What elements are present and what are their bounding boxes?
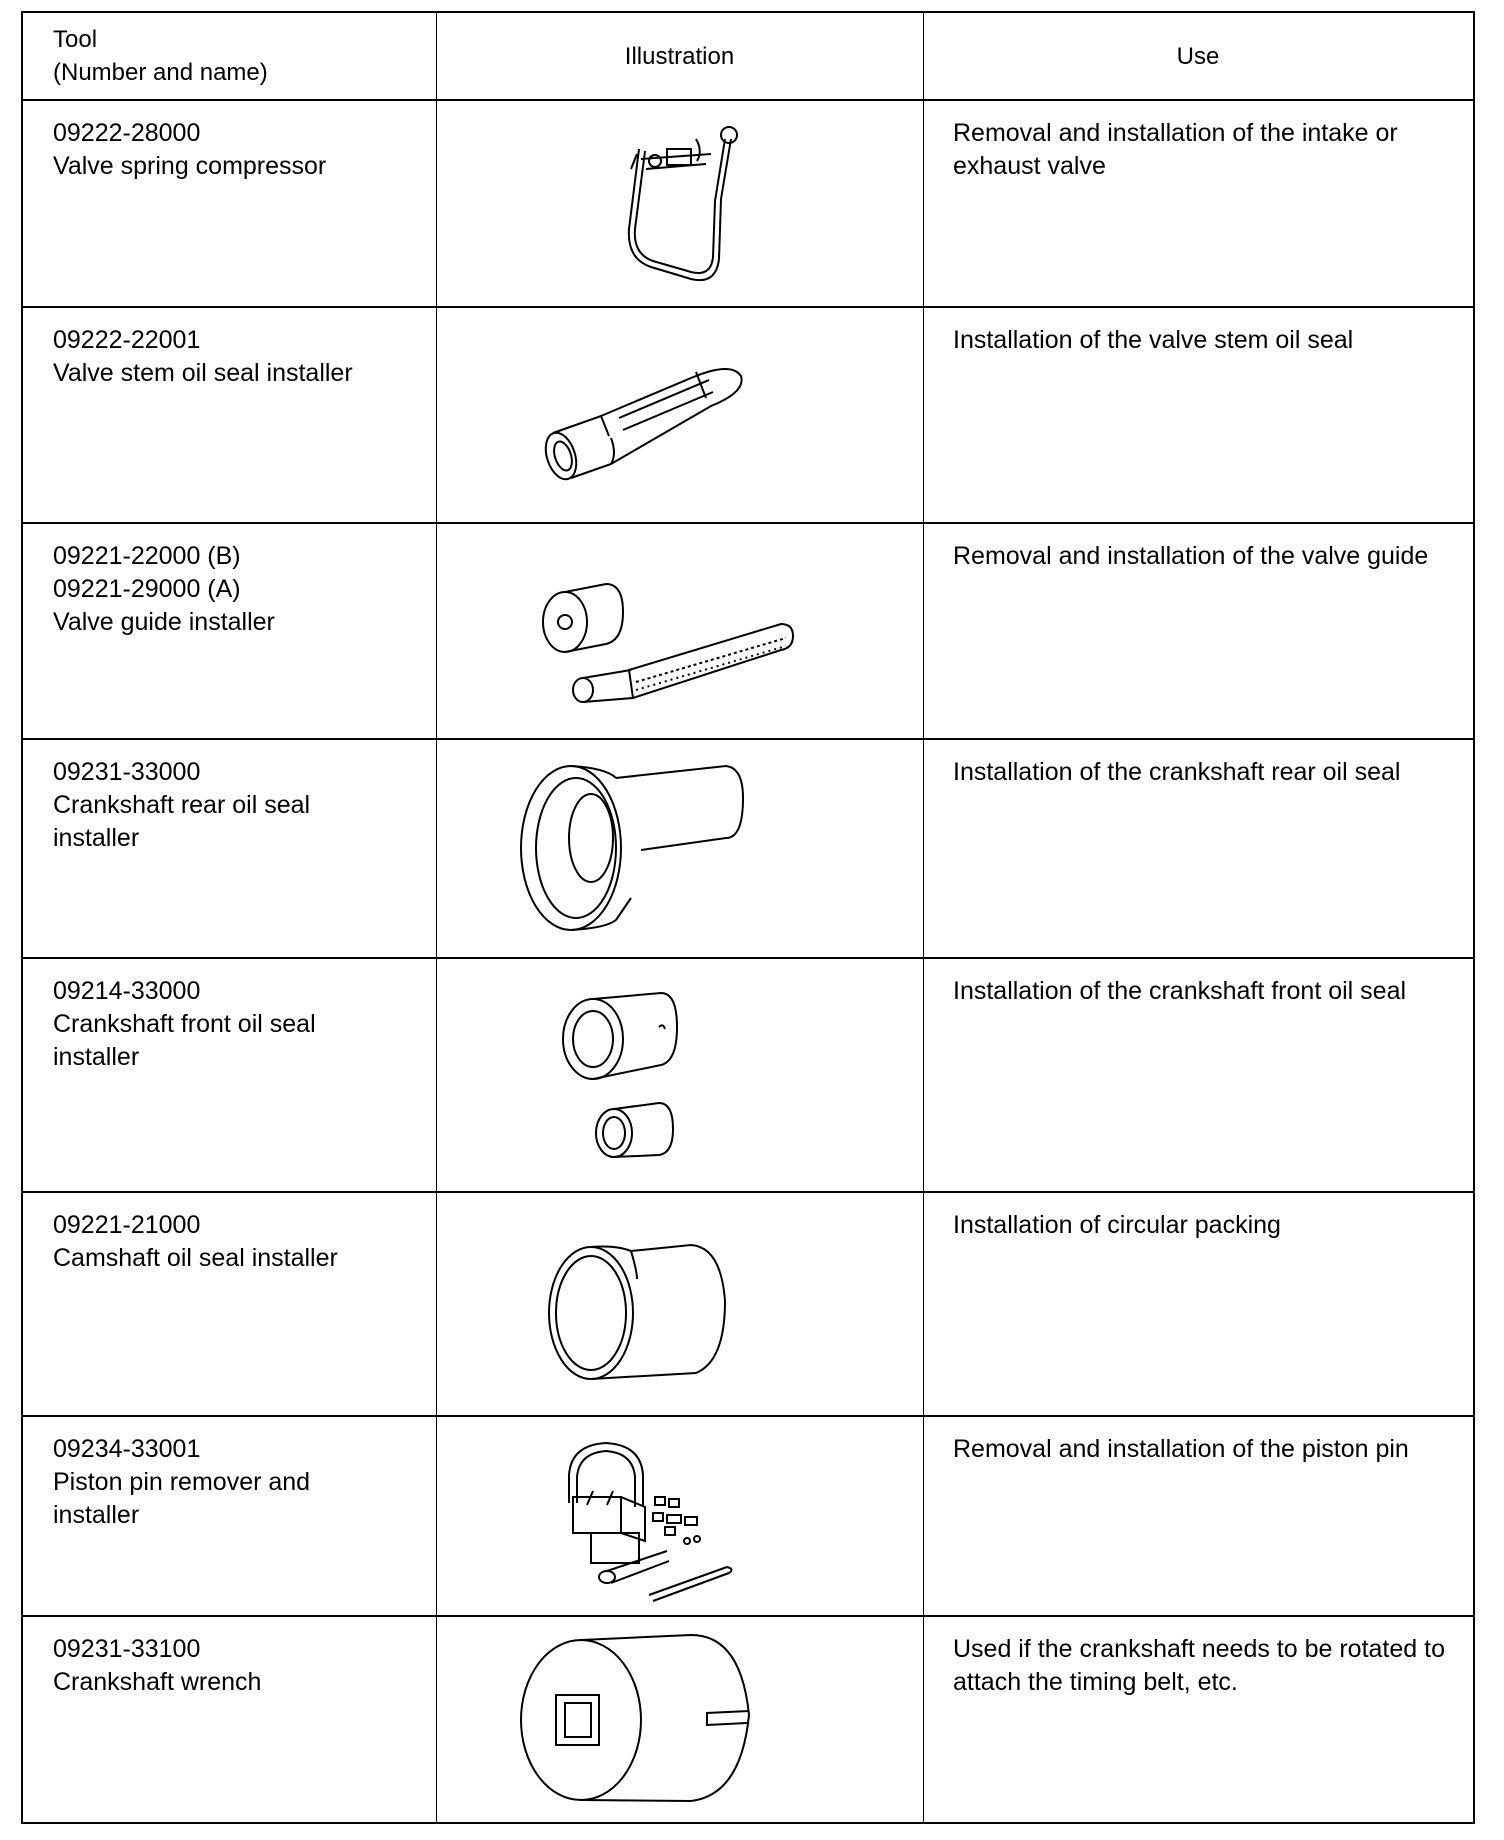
tool-number: 09222-28000 bbox=[53, 119, 201, 147]
crankshaft-wrench-illustration bbox=[441, 1615, 925, 1826]
tool-cell bbox=[53, 540, 275, 639]
header-tool-sublabel: (Number and name) bbox=[53, 59, 268, 86]
tool-name: Valve spring compressor bbox=[53, 152, 327, 180]
tool-number: 09221-21000 bbox=[53, 1211, 201, 1239]
tool-use: Installation of the valve stem oil seal bbox=[953, 326, 1354, 354]
tool-name: Crankshaft wrench bbox=[53, 1668, 262, 1696]
tool-cell bbox=[53, 1433, 310, 1532]
crankshaft-rear-oil-seal-installer-illustration bbox=[441, 738, 925, 957]
tool-name: Valve stem oil seal installer bbox=[53, 359, 353, 387]
table-row bbox=[23, 738, 1473, 957]
crankshaft-front-oil-seal-installer-illustration bbox=[441, 957, 925, 1191]
table-row bbox=[23, 522, 1473, 738]
tool-name: Crankshaft rear oil seal bbox=[53, 791, 311, 819]
tool-cell bbox=[53, 975, 316, 1074]
tool-use: Used if the crankshaft needs to be rotated to attach the timing belt, etc. bbox=[953, 1635, 1445, 1696]
tool-name: Valve guide installer bbox=[53, 608, 275, 636]
valve-spring-compressor-illustration bbox=[441, 99, 925, 306]
tool-cell bbox=[53, 117, 326, 183]
tool-use: Removal and installation of the piston pin bbox=[953, 1435, 1409, 1463]
tool-cell bbox=[53, 1209, 338, 1275]
tool-name: Crankshaft front oil seal bbox=[53, 1010, 316, 1038]
table-row bbox=[23, 957, 1473, 1191]
tool-number: 09221-22000 (B) bbox=[53, 542, 241, 570]
header-tool bbox=[53, 13, 433, 99]
tool-number-secondary: 09221-29000 (A) bbox=[53, 575, 241, 603]
table-row bbox=[23, 1191, 1473, 1415]
table-row bbox=[23, 99, 1473, 306]
tool-number: 09214-33000 bbox=[53, 977, 201, 1005]
tool-cell bbox=[53, 324, 353, 390]
tool-name: Camshaft oil seal installer bbox=[53, 1244, 338, 1272]
tool-use: Installation of the crankshaft rear oil seal bbox=[953, 758, 1401, 786]
valve-guide-installer-illustration bbox=[441, 522, 925, 738]
tool-name-cont: installer bbox=[53, 824, 140, 852]
tool-cell bbox=[53, 756, 310, 855]
tool-name: Piston pin remover and bbox=[53, 1468, 311, 1496]
special-tools-table bbox=[21, 11, 1475, 1824]
header-tool-label: Tool bbox=[53, 26, 98, 53]
table-row bbox=[23, 306, 1473, 522]
header-use: Use bbox=[1176, 42, 1220, 70]
tool-number: 09231-33000 bbox=[53, 758, 201, 786]
piston-pin-remover-installer-illustration bbox=[441, 1415, 925, 1615]
tool-cell bbox=[53, 1633, 261, 1699]
header-illustration: Illustration bbox=[624, 42, 735, 70]
tool-name-cont: installer bbox=[53, 1043, 140, 1071]
tool-name-cont: installer bbox=[53, 1501, 140, 1529]
valve-stem-oil-seal-installer-illustration bbox=[441, 306, 925, 522]
camshaft-oil-seal-installer-illustration bbox=[441, 1191, 925, 1415]
tool-use: Installation of circular packing bbox=[953, 1211, 1281, 1239]
tool-number: 09234-33001 bbox=[53, 1435, 201, 1463]
tool-use: Removal and installation of the intake or exhaust valve bbox=[953, 119, 1398, 180]
tool-use: Removal and installation of the valve guide bbox=[953, 542, 1429, 570]
tool-number: 09231-33100 bbox=[53, 1635, 201, 1663]
table-row bbox=[23, 1415, 1473, 1615]
tool-number: 09222-22001 bbox=[53, 326, 201, 354]
tool-use: Installation of the crankshaft front oil seal bbox=[953, 977, 1407, 1005]
table-row bbox=[23, 1615, 1473, 1826]
